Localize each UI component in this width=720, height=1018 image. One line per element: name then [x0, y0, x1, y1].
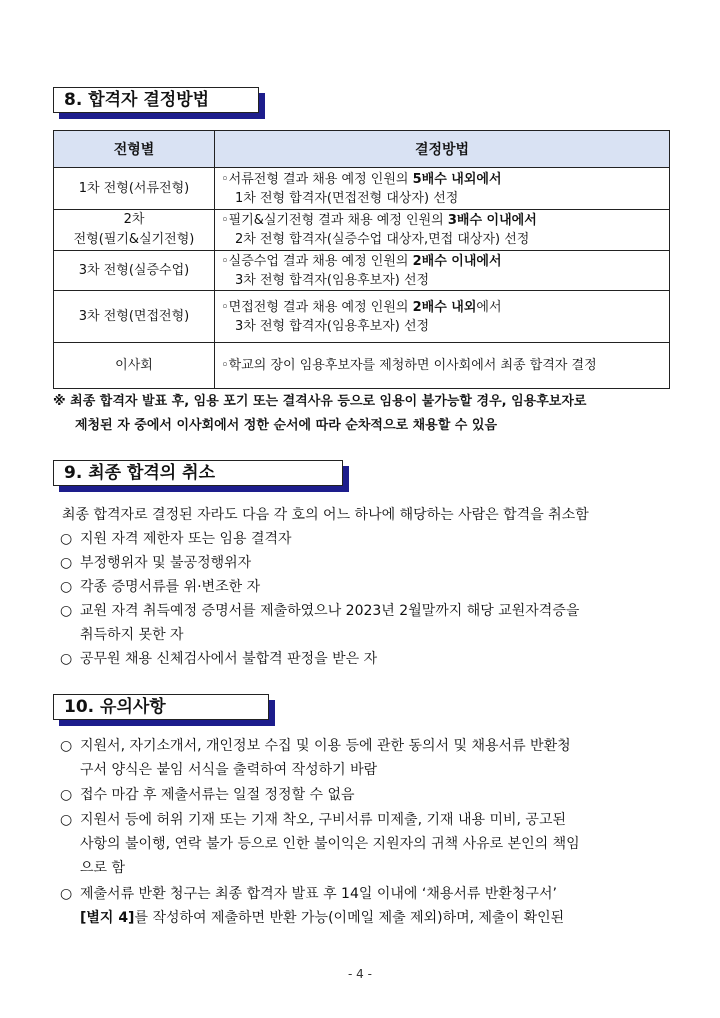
method-cell: ◦학교의 장이 임용후보자를 제청하면 이사회에서 최종 합격자 결정 [215, 343, 670, 389]
stage-cell: 2차 전형(필기&실기전형) [54, 210, 215, 251]
method-cell: ◦면접전형 결과 채용 예정 인원의 2배수 내외에서 3차 전형 합격자(임용후보자) 선정 [215, 291, 670, 343]
section-10-heading [53, 694, 275, 726]
section-8-heading [53, 87, 265, 119]
selection-method-table [53, 130, 670, 389]
section-8-title: 8. 합격자 결정방법 [53, 87, 259, 113]
list-item: ○ 지원서 등에 허위 기재 또는 기재 착오, 구비서류 미제출, 기재 내용 미비, 공고된 사항의 불이행, 연락 불가 등으로 인한 불이익은 지원자의 귀책 사유로 본인의 책임 으로 함 [60, 812, 580, 876]
notice-note: ※ 최종 합격자 발표 후, 임용 포기 또는 결격사유 등으로 임용이 불가능할 경우, 임용후보자로 제청된 자 중에서 이사회에서 정한 순서에 따라 순차적으로 채용할 수 있음 [53, 394, 587, 433]
section-9-title: 9. 최종 합격의 취소 [53, 460, 343, 486]
stage-cell: 1차 전형(서류전형) [54, 168, 215, 210]
method-cell: ◦서류전형 결과 채용 예정 인원의 5배수 내외에서 1차 전형 합격자(면접전형 대상자) 선정 [215, 168, 670, 210]
method-cell: ◦필기&실기전형 결과 채용 예정 인원의 3배수 이내에서 2차 전형 합격자(실증수업 대상자,면접 대상자) 선정 [215, 210, 670, 251]
stage-cell: 3차 전형(실증수업) [54, 251, 215, 291]
stage-cell: 이사회 [54, 343, 215, 389]
list-item: ○ 제출서류 반환 청구는 최종 합격자 발표 후 14일 이내에 ‘채용서류 반환청구서’ [별지 4]를 작성하여 제출하면 반환 가능(이메일 제출 제외)하며, 제출이 확인된 [60, 886, 565, 926]
section-10-title: 10. 유의사항 [53, 694, 269, 720]
table-row [54, 251, 670, 291]
list-item: ○ 각종 증명서류를 위·변조한 자 [60, 579, 261, 595]
section-9-intro: 최종 합격자로 결정된 자라도 다음 각 호의 어느 하나에 해당하는 사람은 합격을 취소함 [62, 507, 589, 523]
table-row [54, 168, 670, 210]
header-method: 결정방법 [215, 131, 670, 168]
header-stage: 전형별 [54, 131, 215, 168]
list-item: ○ 부정행위자 및 불공정행위자 [60, 555, 252, 571]
method-cell: ◦실증수업 결과 채용 예정 인원의 2배수 이내에서 3차 전형 합격자(임용후보자) 선정 [215, 251, 670, 291]
list-item: ○ 접수 마감 후 제출서류는 일절 정정할 수 없음 [60, 787, 355, 803]
page-number: - 4 - [348, 967, 372, 981]
table-row [54, 291, 670, 343]
list-item: ○ 공무원 채용 신체검사에서 불합격 판정을 받은 자 [60, 651, 378, 667]
table-row [54, 343, 670, 389]
list-item: ○ 지원서, 자기소개서, 개인정보 수집 및 이용 등에 관한 동의서 및 채용서류 반환청 구서 양식은 붙임 서식을 출력하여 작성하기 바람 [60, 738, 571, 778]
section-9-heading [53, 460, 349, 492]
stage-cell: 3차 전형(면접전형) [54, 291, 215, 343]
list-item: ○ 지원 자격 제한자 또는 임용 결격자 [60, 531, 292, 547]
table-header-row [54, 131, 670, 168]
list-item: ○ 교원 자격 취득예정 증명서를 제출하였으나 2023년 2월말까지 해당 교원자격증을 취득하지 못한 자 [60, 603, 580, 643]
table-row [54, 210, 670, 251]
